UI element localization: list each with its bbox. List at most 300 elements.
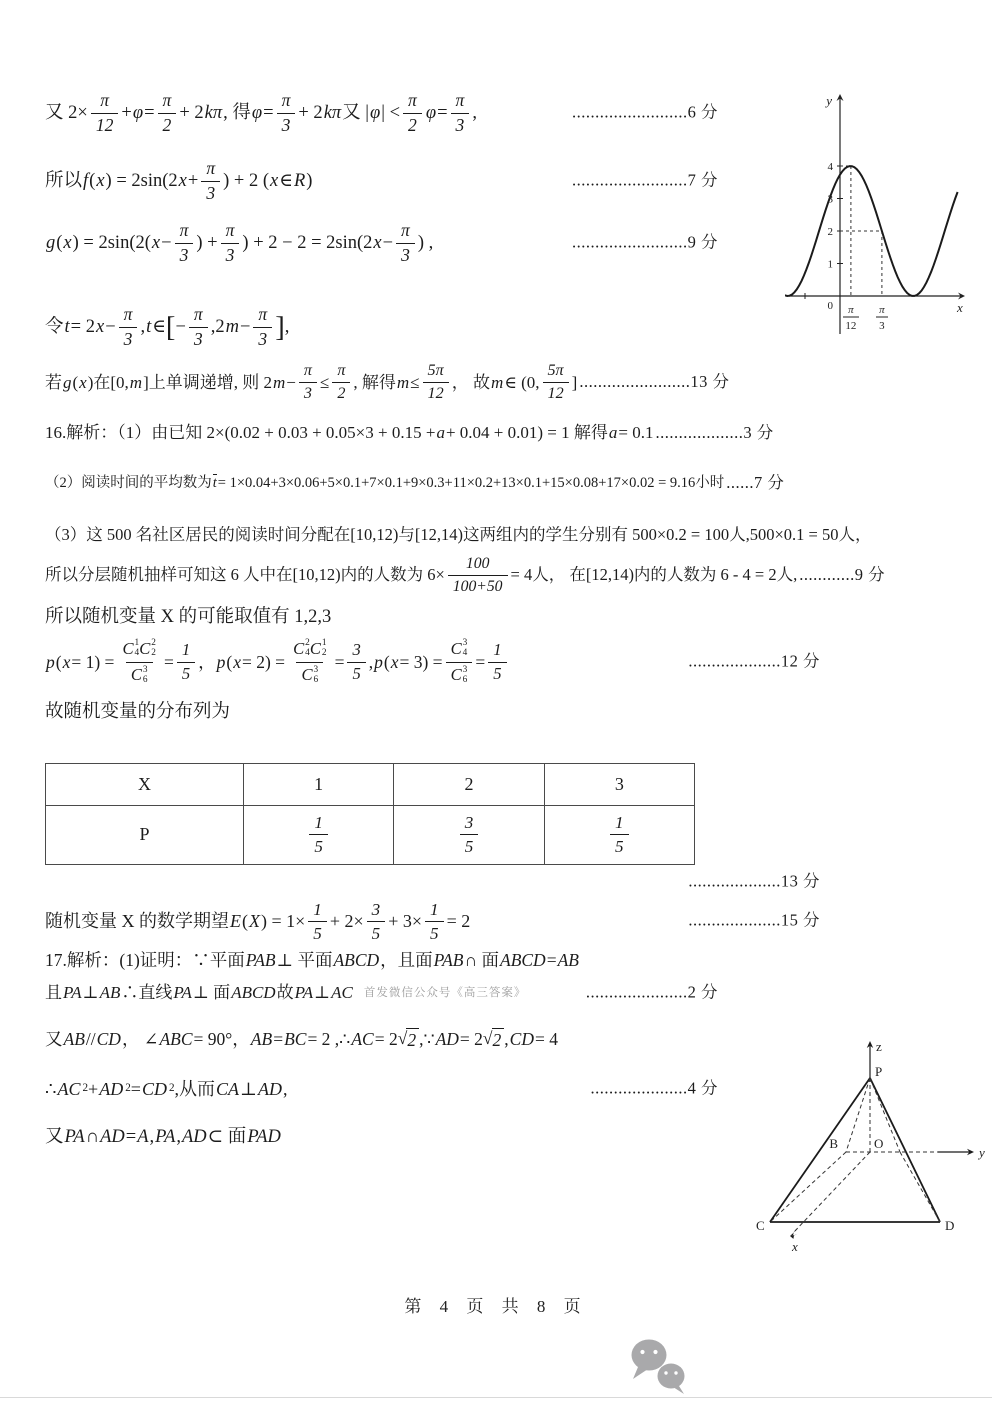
fraction <box>423 363 449 402</box>
math-var: x <box>178 170 187 191</box>
numerator: π <box>303 361 312 379</box>
text-run: 故随机变量的分布列为 <box>45 702 231 723</box>
superscript: 2 <box>82 1081 89 1094</box>
table-row <box>46 805 695 864</box>
combination <box>451 666 468 686</box>
text-run: | < <box>381 102 401 123</box>
denominator <box>126 662 153 686</box>
math-var: ABCD <box>231 983 276 1003</box>
score-mark: .........................6 分 <box>572 102 718 122</box>
text-run: = 1×0.04+3×0.06+5×0.1+7×0.1+9×0.3+11×0.2+13×0.1+15×0.08+17×0.02 = 9.16小时 <box>217 474 725 491</box>
radical-sign-icon: √ <box>397 1027 408 1048</box>
text-run: ∈ <box>279 170 293 191</box>
text-run: = 0.1 <box>618 423 654 443</box>
math-var: g <box>63 372 72 392</box>
x-tick-pi-3 <box>876 304 888 332</box>
text-run: // <box>85 1028 96 1049</box>
denominator: 5 <box>308 921 327 942</box>
label-P: P <box>875 1064 883 1079</box>
text-run: = <box>437 102 448 123</box>
line-content <box>45 982 526 1003</box>
comb-sub: 2 <box>321 648 327 659</box>
text-run: P <box>139 824 150 845</box>
math-var: p <box>216 651 226 672</box>
text-run: − <box>286 372 296 392</box>
text-run: = <box>273 1028 284 1049</box>
numerator <box>117 639 161 662</box>
text-run: （2）阅读时间的平均数为 <box>45 474 212 491</box>
text-run: ∩ 面 <box>464 949 499 970</box>
text-run: = 2 <box>459 1028 483 1049</box>
text-run: ∩ <box>85 1127 100 1148</box>
combination <box>122 639 139 659</box>
text-run: + 2× <box>329 910 364 931</box>
distribution-table <box>45 763 695 865</box>
math-var: φ <box>370 102 381 123</box>
denominator: 5 <box>610 834 629 855</box>
svg-text:3: 3 <box>879 320 885 332</box>
math-var: kπ <box>204 102 223 123</box>
numerator: π <box>206 158 216 179</box>
fraction <box>189 306 208 348</box>
numerator <box>288 639 332 662</box>
text-run: ) , <box>417 232 434 253</box>
math-var: AC <box>331 983 353 1003</box>
denominator: 5 <box>367 921 386 942</box>
text-run: , <box>282 1078 288 1099</box>
text-run: 令 <box>45 316 64 337</box>
denominator: 5 <box>425 921 444 942</box>
table-row <box>46 763 695 805</box>
text-run: 16.解析：（1）由已知 2×(0.02 + 0.03 + 0.05×3 + 0.15 + <box>45 423 436 443</box>
pyramid-figure <box>748 1035 992 1270</box>
text-run: （3）这 500 名社区居民的阅读时间分配在[10,12)与[12,14)这两组内的学生分别有 500×0.2 = 100人,500×0.1 = 50人， <box>45 524 872 544</box>
numerator: π <box>193 304 203 325</box>
math-var: AB <box>99 983 121 1003</box>
line-content <box>45 556 797 594</box>
numerator: π <box>100 90 109 110</box>
table-cell <box>544 805 694 864</box>
text-run: = <box>263 102 274 123</box>
origin-label: 0 <box>827 300 833 312</box>
x-axis-label: x <box>957 300 963 315</box>
text-run: ，且面 <box>380 949 433 970</box>
math-var: BC <box>284 1028 307 1049</box>
math-var: PA <box>64 1127 85 1148</box>
combination <box>310 639 327 659</box>
text-run: ∈ (0, <box>504 372 540 392</box>
denominator: 3 <box>253 327 272 349</box>
score-mark: ......................2 分 <box>585 982 718 1002</box>
text-run: ] <box>571 372 578 392</box>
math-var: A <box>137 1127 149 1148</box>
math-var: x <box>63 232 72 253</box>
score-mark: .........................9 分 <box>572 233 718 253</box>
text-run: , 得 <box>223 102 251 123</box>
denominator: 3 <box>451 113 470 135</box>
text-run: − <box>239 316 251 337</box>
svg-text:π: π <box>848 304 854 316</box>
text-run: 若 <box>45 372 62 392</box>
text-run: ( <box>383 651 390 672</box>
denominator: 3 <box>221 243 240 265</box>
text-run: + <box>88 1078 99 1099</box>
numerator: 5π <box>547 361 564 379</box>
comb-scripts <box>322 639 327 659</box>
text-run: = <box>163 651 174 672</box>
text-run: 且 <box>45 983 62 1003</box>
comb-sup: 1 <box>134 638 140 649</box>
label-O: O <box>874 1136 884 1151</box>
math-var: ABC <box>159 1028 193 1049</box>
math-var: AB <box>63 1028 85 1049</box>
text-run: 又 2× <box>45 102 88 123</box>
math-var: PAB <box>245 949 276 970</box>
label-D: D <box>945 1218 955 1233</box>
comb-base: C <box>309 638 321 658</box>
text-run: 所以 <box>45 170 83 191</box>
math-var: kπ <box>323 102 342 123</box>
label-z: z <box>876 1039 882 1054</box>
denominator: 5 <box>347 662 365 683</box>
comb-sup: 3 <box>462 638 468 649</box>
fraction <box>158 92 177 134</box>
table-cell <box>244 763 394 805</box>
combination <box>293 639 310 659</box>
text-run: − <box>175 316 186 337</box>
text-run: − <box>105 316 116 337</box>
y-tick-2: 2 <box>827 226 833 238</box>
score-mark: ...................3 分 <box>655 422 774 442</box>
table-cell <box>46 763 244 805</box>
text-run: ⊥ 平面 <box>276 949 333 970</box>
text-run: 3 <box>614 773 624 794</box>
line-content <box>45 1078 287 1101</box>
score-mark: ......7 分 <box>726 472 785 492</box>
text-run: ∈ <box>152 316 166 337</box>
text-run: = 2 <box>70 316 95 337</box>
math-var: a <box>436 423 445 443</box>
math-var: PA <box>155 1127 176 1148</box>
text-run: ,从而 <box>174 1078 216 1099</box>
text-run: = 2 ,∴ <box>307 1028 351 1049</box>
text-run: 所以随机变量 X 的可能取值有 1,2,3 <box>45 607 332 628</box>
line-14 <box>45 901 950 942</box>
text-run: )在[0, <box>87 372 129 392</box>
radicand: 2 <box>492 1028 505 1052</box>
denominator <box>296 662 323 686</box>
fraction <box>309 814 328 855</box>
text-run: ( <box>56 232 63 253</box>
fraction <box>347 642 365 682</box>
square-root <box>483 1028 504 1052</box>
comb-scripts <box>463 639 468 659</box>
fraction <box>117 639 161 685</box>
label-C: C <box>756 1218 765 1233</box>
comb-sub: 6 <box>462 674 468 685</box>
text-run: = 3) = <box>399 651 443 672</box>
numerator: 1 <box>181 640 191 660</box>
denominator: 3 <box>396 243 415 265</box>
combination <box>131 666 148 686</box>
text-run: 又 <box>45 1028 63 1049</box>
text-run: ⊥ <box>240 1078 257 1099</box>
fraction <box>396 222 415 264</box>
comb-sup: 2 <box>305 638 310 649</box>
fraction <box>221 222 240 264</box>
numerator: π <box>258 304 268 325</box>
denominator: 3 <box>277 113 296 135</box>
text-run: − <box>382 232 394 253</box>
denominator: 2 <box>332 382 350 402</box>
score-mark: ........................13 分 <box>579 371 730 391</box>
math-var: PAB <box>433 949 464 970</box>
radicand: 2 <box>406 1028 419 1052</box>
text-run: ]上单调递增, 则 2 <box>143 372 272 392</box>
line-9 <box>45 556 950 594</box>
math-var: PAD <box>247 1127 281 1148</box>
text-run: ) + 2 ( <box>223 170 270 191</box>
text-run: ， ∠ <box>121 1028 159 1049</box>
text-run: ， 故 <box>451 372 490 392</box>
y-axis-label: y <box>826 93 832 108</box>
y-tick-3: 3 <box>827 193 833 206</box>
math-var: x <box>233 651 241 672</box>
numerator: 1 <box>314 813 323 832</box>
denominator: 2 <box>158 113 177 135</box>
fraction <box>488 642 506 682</box>
svg-text:π: π <box>879 304 885 316</box>
square-root <box>398 1028 419 1052</box>
line-content <box>45 92 477 134</box>
numerator: π <box>408 90 417 110</box>
math-var: CA <box>216 1078 240 1099</box>
text-run: ⊥ <box>314 983 331 1003</box>
text-run: ， <box>198 651 216 672</box>
math-var: t <box>64 316 70 337</box>
denominator: 5 <box>177 662 195 683</box>
denominator: 3 <box>201 181 220 203</box>
math-var: x <box>390 651 399 672</box>
line-16 <box>45 982 950 1004</box>
text-run: , <box>472 102 477 123</box>
superscript: 2 <box>168 1081 175 1094</box>
math-var: AB <box>557 949 579 970</box>
comb-scripts <box>463 666 468 686</box>
text-run: 随机变量 X 的数学期望 <box>45 910 229 931</box>
table-cell <box>544 763 694 805</box>
math-var: x <box>96 170 105 191</box>
text-run: = <box>546 949 557 970</box>
table-cell <box>394 805 544 864</box>
text-run: ) + 2 − 2 = 2sin(2 <box>242 232 373 253</box>
comb-sub: 4 <box>305 648 310 659</box>
text-run: ⊂ 面 <box>207 1127 247 1148</box>
dashed-edges <box>770 1078 940 1233</box>
numerator <box>446 639 473 662</box>
text-run: ) = 2sin(2( <box>72 232 151 253</box>
comb-scripts <box>151 639 156 659</box>
fraction <box>446 639 473 685</box>
denominator: 3 <box>189 327 208 349</box>
denominator: 3 <box>119 327 138 349</box>
score-mark: ....................15 分 <box>688 910 820 930</box>
fraction <box>175 222 194 264</box>
math-var: x <box>270 170 279 191</box>
math-var: m <box>396 372 410 392</box>
comb-scripts <box>314 666 319 686</box>
watermark-text: 首发微信公众号《高三答案》 <box>363 986 527 999</box>
math-var: AD <box>182 1127 207 1148</box>
numerator: π <box>401 220 410 241</box>
line-7 <box>45 472 950 494</box>
fraction <box>177 642 195 682</box>
comb-base: C <box>450 638 462 658</box>
comb-sub: 6 <box>313 674 319 685</box>
math-var: PA <box>63 983 82 1003</box>
math-var: CD <box>141 1078 167 1099</box>
math-var: PA <box>173 983 192 1003</box>
text-run: ⊥ <box>82 983 99 1003</box>
numerator: π <box>179 220 189 241</box>
text-run: ∴ <box>45 1078 57 1099</box>
score-mark: .........................7 分 <box>572 170 718 190</box>
text-run: ( <box>55 651 62 672</box>
radical-sign-icon: √ <box>482 1027 493 1048</box>
text-run: ,∵ <box>419 1028 435 1049</box>
text-run: ,2 <box>210 316 225 337</box>
denominator: 12 <box>543 382 569 402</box>
comb-sub: 4 <box>462 648 468 659</box>
text-run: ( <box>226 651 233 672</box>
line-content <box>45 422 653 443</box>
text-run: ( <box>72 372 79 392</box>
math-var: x <box>62 651 71 672</box>
numerator: 3 <box>464 813 474 832</box>
math-var: x <box>151 232 161 253</box>
score-mark: ............9 分 <box>799 564 886 584</box>
text-run: = 90°， <box>193 1028 250 1049</box>
line-content <box>45 606 331 629</box>
numerator: 100 <box>465 554 490 572</box>
line-12 <box>45 701 950 724</box>
fraction <box>253 306 272 348</box>
fraction <box>542 363 568 402</box>
text-run: 又 | <box>342 102 370 123</box>
denominator: 12 <box>91 113 119 135</box>
line-11 <box>45 639 950 685</box>
text-run: , <box>504 1028 509 1049</box>
math-var: m <box>225 316 239 337</box>
solid-edges <box>770 1078 940 1222</box>
numerator: 1 <box>313 899 322 919</box>
combination <box>301 666 318 686</box>
text-run: + 3× <box>388 910 423 931</box>
fraction <box>201 160 220 202</box>
line-content <box>45 160 312 202</box>
text-run: 1 <box>314 773 324 794</box>
numerator: π <box>281 90 291 110</box>
denominator: 100+50 <box>448 575 508 595</box>
text-run: = 2 <box>374 1028 398 1049</box>
table-cell <box>46 805 244 864</box>
fraction <box>451 92 470 134</box>
fraction <box>299 363 317 402</box>
text-run: = <box>125 1127 137 1148</box>
comb-sub: 4 <box>134 648 140 659</box>
denominator: 2 <box>403 113 422 135</box>
text-run: = 4 <box>534 1028 558 1049</box>
score-mark: .....................4 分 <box>590 1078 718 1098</box>
comb-sup: 2 <box>151 638 156 649</box>
math-var: AC <box>57 1078 81 1099</box>
dashed-guides <box>840 166 882 296</box>
text-run: + 2 <box>179 102 204 123</box>
text-run: ) <box>306 170 313 191</box>
denominator: 5 <box>460 834 479 855</box>
text-run: ( <box>89 170 96 191</box>
denominator <box>446 662 473 686</box>
line-15 <box>45 950 950 972</box>
fraction <box>610 814 629 855</box>
text-run: ⊥ 面 <box>192 983 231 1003</box>
math-var: PA <box>294 983 314 1003</box>
line-5 <box>45 363 950 402</box>
math-var: φ <box>425 102 437 123</box>
fraction <box>460 814 479 855</box>
line-content <box>45 639 510 685</box>
text-run: , <box>149 1127 155 1148</box>
text-run: + 2 <box>298 102 323 123</box>
text-run: 故 <box>276 983 294 1003</box>
line-content <box>45 701 230 724</box>
page-footer: 第 4 页 共 8 页 <box>404 1297 588 1316</box>
text-run: = <box>130 1078 141 1099</box>
text-run: = <box>475 651 486 672</box>
bar-over-var: t <box>212 475 217 492</box>
text-run: + <box>121 102 132 123</box>
math-var: φ <box>251 102 263 123</box>
text-run: = 4人， 在[12,14)内的人数为 6 - 4 = 2人, <box>510 564 798 584</box>
svg-text:12: 12 <box>845 320 857 332</box>
text-run: ≤ <box>410 372 420 392</box>
text-run: = <box>334 651 345 672</box>
math-var: t <box>146 316 152 337</box>
math-var: a <box>608 423 618 443</box>
math-var: x <box>95 316 105 337</box>
text-run: ( <box>242 910 248 931</box>
denominator: 5 <box>488 662 506 683</box>
text-run: ) = 2sin(2 <box>105 170 178 191</box>
x-axis-arrow-icon <box>790 1229 798 1239</box>
bracket: ] <box>275 311 285 344</box>
combination <box>451 639 468 659</box>
wechat-icon <box>628 1338 690 1394</box>
denominator: 3 <box>175 243 194 265</box>
math-var: AD <box>100 1127 125 1148</box>
comb-sup: 1 <box>321 638 327 649</box>
y-tick-1: 1 <box>827 258 833 271</box>
text-run: ) + <box>196 232 218 253</box>
fraction <box>332 363 350 402</box>
superscript: 2 <box>125 1081 131 1094</box>
numerator: π <box>123 304 133 325</box>
math-var: x <box>373 232 382 253</box>
text-run: = 2) = <box>241 651 286 672</box>
text-run: 2 <box>464 773 474 794</box>
numerator: 1 <box>615 813 624 832</box>
comb-scripts <box>143 666 148 686</box>
